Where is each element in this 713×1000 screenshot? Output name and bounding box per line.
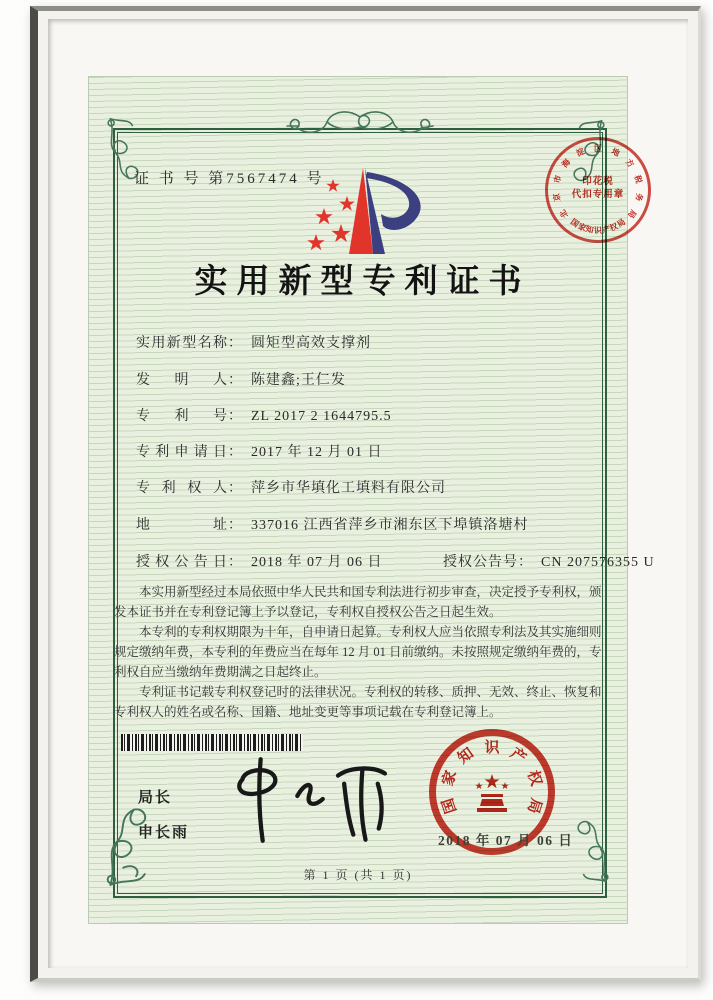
field-row	[136, 477, 628, 497]
tax-seal-center-text	[548, 176, 648, 202]
colon: ：	[228, 445, 243, 460]
field-row	[136, 441, 628, 461]
seal-char: 知	[584, 224, 595, 235]
seal-char: 产	[507, 745, 529, 768]
tax-stamp-seal	[545, 137, 651, 243]
seal-char: 局	[626, 207, 638, 220]
seal-char: 局	[523, 795, 544, 816]
cnipa-logo-icon	[289, 164, 433, 258]
certificate-number: 证 书 号 第7567474 号	[134, 171, 325, 187]
seal-char: 务	[633, 192, 644, 202]
legal-text	[114, 582, 606, 722]
top-center-ornament-icon	[285, 105, 435, 149]
signature-handwriting-icon	[224, 753, 392, 845]
field-label: 授权公告号	[443, 555, 518, 570]
barcode	[121, 734, 303, 751]
seal-char: 局	[615, 217, 628, 230]
colon: ：	[228, 481, 243, 496]
seal-char: 权	[523, 768, 544, 789]
seal-char: 淀	[574, 146, 586, 159]
seal-char: 海	[560, 157, 573, 170]
certificate-title: 实用新型专利证书	[194, 264, 531, 300]
colon: ：	[228, 409, 243, 424]
seal-char: 区	[594, 144, 602, 153]
seal-char: 家	[440, 768, 461, 789]
seal-char: 知	[455, 745, 477, 768]
field-label: 授权公告日	[136, 555, 228, 570]
signer-block	[138, 786, 189, 842]
field-value: 2018 年 07 月 06 日	[251, 555, 383, 570]
field-value: 2017 年 12 月 01 日	[251, 445, 383, 460]
paragraph: 本专利的专利权期限为十年，自申请日起算。专利权人应当依照专利法及其实施细则规定缴纳年费，本专利的年费应当在每年 12 月 01 日前缴纳。未按照规定缴纳年费的，专利权自应当缴纳年费期满之日起终止。	[114, 625, 602, 679]
colon: ：	[228, 336, 243, 351]
paragraph: 专利证书记载专利权登记时的法律状况。专利权的转移、质押、无效、终止、恢复和专利权人的姓名或名称、国籍、地址变更等事项记载在专利登记簿上。	[114, 685, 602, 719]
seal-char: 北	[558, 207, 570, 220]
seal-char: 识	[594, 226, 602, 235]
seal-char: 家	[576, 221, 588, 233]
colon: ：	[228, 518, 243, 533]
field-value: CN 207576355 U	[541, 555, 655, 570]
seal-text-line: 印花税	[582, 177, 614, 187]
field-label: 发明人	[136, 373, 228, 388]
grant-number	[443, 551, 655, 571]
seal-char: 权	[608, 221, 620, 233]
seal-char: 地	[610, 146, 622, 159]
signer-name: 申长雨	[138, 824, 190, 841]
seal-text-line: 代扣专用章	[571, 190, 625, 200]
field-label: 实用新型名称	[136, 336, 228, 351]
field-value: ZL 2017 2 1644795.5	[251, 409, 392, 424]
field-row	[136, 369, 628, 389]
national-emblem-icon	[469, 768, 515, 821]
field-row	[136, 405, 628, 425]
field-row	[136, 551, 655, 571]
field-label: 专利申请日	[136, 445, 228, 460]
colon: ：	[228, 373, 243, 388]
field-label: 专利号	[136, 409, 228, 424]
field-value: 337016 江西省萍乡市湘东区下埠镇洛塘村	[251, 518, 529, 533]
seal-char: 国	[440, 795, 461, 816]
colon: ：	[228, 555, 243, 570]
field-value: 圆矩型高效支撑剂	[251, 336, 371, 351]
field-label: 地址	[136, 518, 228, 533]
colon: ：	[518, 555, 533, 570]
page-number: 第 1 页 (共 1 页)	[303, 868, 413, 882]
seal-char: 识	[484, 740, 500, 756]
field-label: 专利权人	[136, 481, 228, 496]
seal-char: 税	[632, 174, 644, 185]
seal-char: 市	[552, 174, 564, 185]
field-row	[136, 514, 628, 534]
seal-char: 京	[552, 192, 563, 202]
seal-char: 国	[568, 217, 581, 230]
field-value: 陈建鑫;王仁发	[251, 373, 346, 388]
seal-char: 产	[601, 224, 612, 235]
seal-char: 方	[623, 157, 636, 170]
certificate-page	[88, 76, 655, 924]
signer-title: 局长	[138, 789, 173, 806]
paragraph: 本实用新型经过本局依照中华人民共和国专利法进行初步审查，决定授予专利权，颁发本证书并在专利登记簿上予以登记，专利权自授权公告之日起生效。	[114, 585, 602, 619]
seal-date: 2018 年 07 月 06 日	[438, 833, 574, 848]
field-value: 萍乡市华填化工填料有限公司	[251, 481, 446, 496]
field-row	[136, 332, 628, 352]
